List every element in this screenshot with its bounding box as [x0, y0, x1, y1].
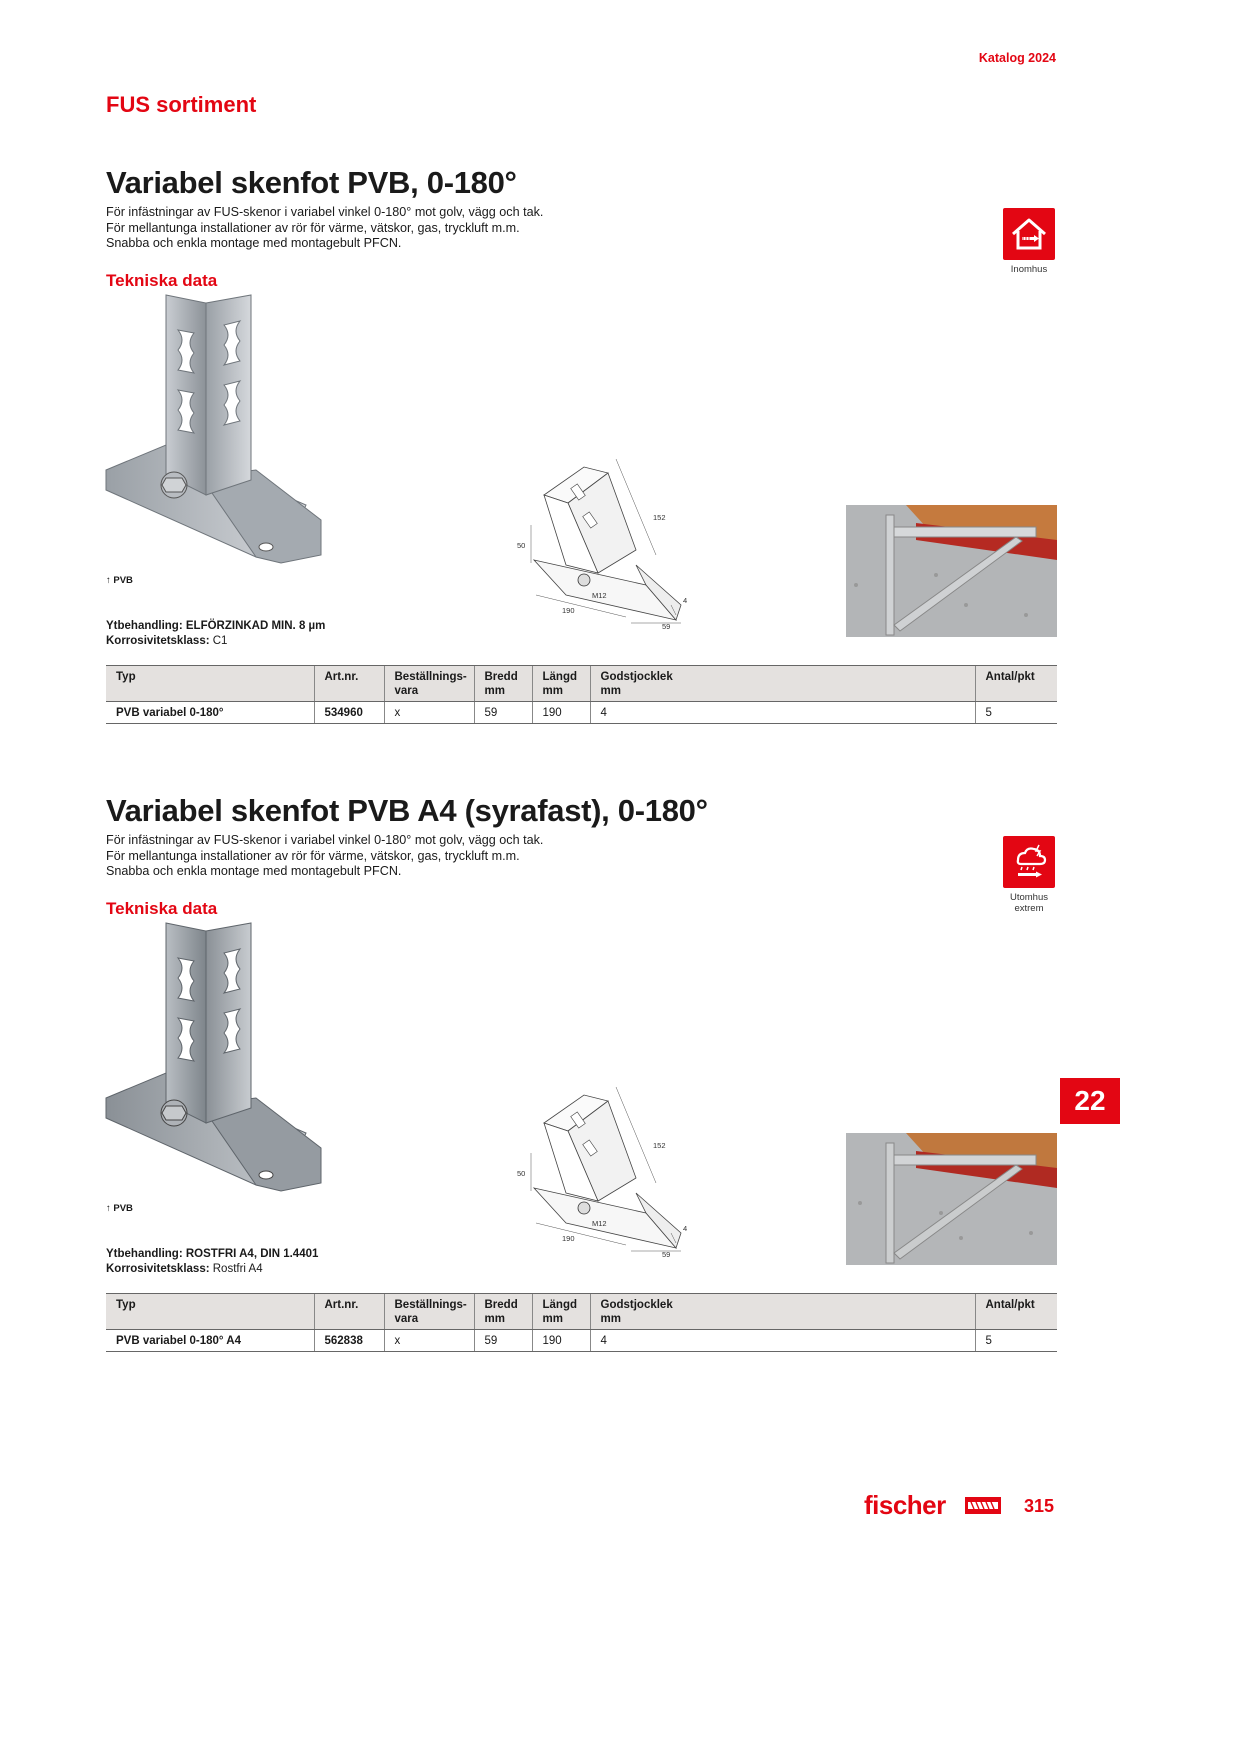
- range-title: FUS sortiment: [106, 92, 257, 117]
- description-line: För mellantunga installationer av rör för värme, vätskor, gas, tryckluft m.m.: [106, 848, 520, 863]
- environment-label: Utomhus extrem: [1009, 892, 1048, 914]
- description-line: Snabba och enkla montage med montagebult PFCN.: [106, 864, 402, 878]
- dim-label-length: 190: [562, 1234, 575, 1243]
- catalog-label: Katalog 2024: [978, 51, 1056, 65]
- spec-table: [106, 665, 1057, 724]
- col-header-thickness: Godstjocklek mm: [590, 666, 975, 702]
- product-image: [106, 923, 326, 1193]
- surface-treatment: Ytbehandling: ELFÖRZINKAD MIN. 8 µm: [106, 620, 326, 632]
- product-description: [106, 833, 543, 880]
- col-header-qty: Antal/pkt: [975, 666, 1057, 702]
- table-row: [106, 1330, 1057, 1352]
- tech-data-heading: Tekniska data: [106, 899, 218, 918]
- product-description: [106, 205, 543, 252]
- environment-badge: [1001, 836, 1057, 914]
- cell-order: x: [384, 702, 474, 724]
- environment-label: Inomhus: [1010, 264, 1048, 275]
- environment-badge: [1001, 208, 1057, 275]
- surface-treatment: Ytbehandling: ROSTFRI A4, DIN 1.4401: [106, 1248, 319, 1260]
- brand-dowel-icon: [965, 1497, 1001, 1514]
- dim-label-length: 190: [562, 606, 575, 615]
- cell-thickness: 4: [590, 702, 975, 724]
- dim-label-arm: 152: [653, 1141, 666, 1150]
- col-header-length: Längd mm: [532, 666, 590, 702]
- brand-logo: fischer: [864, 1490, 946, 1520]
- spec-table: [106, 1293, 1057, 1352]
- cell-qty: 5: [975, 1330, 1057, 1352]
- description-line: Snabba och enkla montage med montagebult PFCN.: [106, 236, 402, 250]
- dim-label-height: 50: [517, 541, 526, 550]
- table-header-row: [106, 666, 1057, 702]
- page-number: 315: [1024, 1496, 1055, 1516]
- cell-length: 190: [532, 702, 590, 724]
- chapter-tab: 22: [1060, 1078, 1120, 1124]
- cell-artnr: 562838: [314, 1330, 384, 1352]
- description-line: För infästningar av FUS-skenor i variabel vinkel 0-180° mot golv, vägg och tak.: [106, 833, 544, 847]
- house-screw-icon: [1003, 208, 1055, 260]
- dim-label-width: 59: [662, 1250, 671, 1259]
- table-row: [106, 702, 1057, 724]
- installation-photo: [846, 505, 1057, 637]
- col-header-thickness: Godstjocklek mm: [590, 1294, 975, 1330]
- col-header-artnr: Art.nr.: [314, 666, 384, 702]
- tech-data-heading: Tekniska data: [106, 271, 218, 290]
- surface-info: [106, 1247, 318, 1277]
- cell-width: 59: [474, 1330, 532, 1352]
- image-caption: ↑ PVB: [106, 1203, 133, 1214]
- product-section-pvb: [106, 165, 1057, 785]
- col-header-order: Beställnings- vara: [384, 1294, 474, 1330]
- table-header-row: [106, 1294, 1057, 1330]
- corrosion-class: Korrosivitetsklass: C1: [106, 635, 228, 647]
- col-header-length: Längd mm: [532, 1294, 590, 1330]
- dim-label-thickness: 4: [683, 1224, 688, 1233]
- col-header-width: Bredd mm: [474, 666, 532, 702]
- cell-thickness: 4: [590, 1330, 975, 1352]
- product-title: Variabel skenfot PVB A4 (syrafast), 0-180°: [106, 793, 708, 828]
- col-header-width: Bredd mm: [474, 1294, 532, 1330]
- description-line: För infästningar av FUS-skenor i variabel vinkel 0-180° mot golv, vägg och tak.: [106, 205, 544, 219]
- image-caption: ↑ PVB: [106, 575, 133, 586]
- corrosion-class: Korrosivitetsklass: Rostfri A4: [106, 1263, 263, 1275]
- cell-width: 59: [474, 702, 532, 724]
- cell-qty: 5: [975, 702, 1057, 724]
- cloud-rain-screw-icon: [1003, 836, 1055, 888]
- description-line: För mellantunga installationer av rör för värme, vätskor, gas, tryckluft m.m.: [106, 220, 520, 235]
- dimension-drawing: [517, 455, 696, 631]
- product-section-pvb-a4: [106, 793, 1057, 1413]
- col-header-artnr: Art.nr.: [314, 1294, 384, 1330]
- product-title: Variabel skenfot PVB, 0-180°: [106, 165, 517, 200]
- cell-artnr: 534960: [314, 702, 384, 724]
- dim-label-bolt: M12: [592, 591, 607, 600]
- cell-type: PVB variabel 0-180° A4: [106, 1330, 314, 1352]
- col-header-type: Typ: [106, 666, 314, 702]
- dim-label-arm: 152: [653, 513, 666, 522]
- product-image: [106, 295, 326, 565]
- col-header-order: Beställnings- vara: [384, 666, 474, 702]
- dimension-drawing: [517, 1083, 696, 1259]
- dim-label-bolt: M12: [592, 1219, 607, 1228]
- col-header-qty: Antal/pkt: [975, 1294, 1057, 1330]
- cell-order: x: [384, 1330, 474, 1352]
- dim-label-thickness: 4: [683, 596, 688, 605]
- cell-length: 190: [532, 1330, 590, 1352]
- col-header-type: Typ: [106, 1294, 314, 1330]
- installation-photo: [846, 1133, 1057, 1265]
- surface-info: [106, 619, 325, 649]
- dim-label-height: 50: [517, 1169, 526, 1178]
- cell-type: PVB variabel 0-180°: [106, 702, 314, 724]
- dim-label-width: 59: [662, 622, 671, 631]
